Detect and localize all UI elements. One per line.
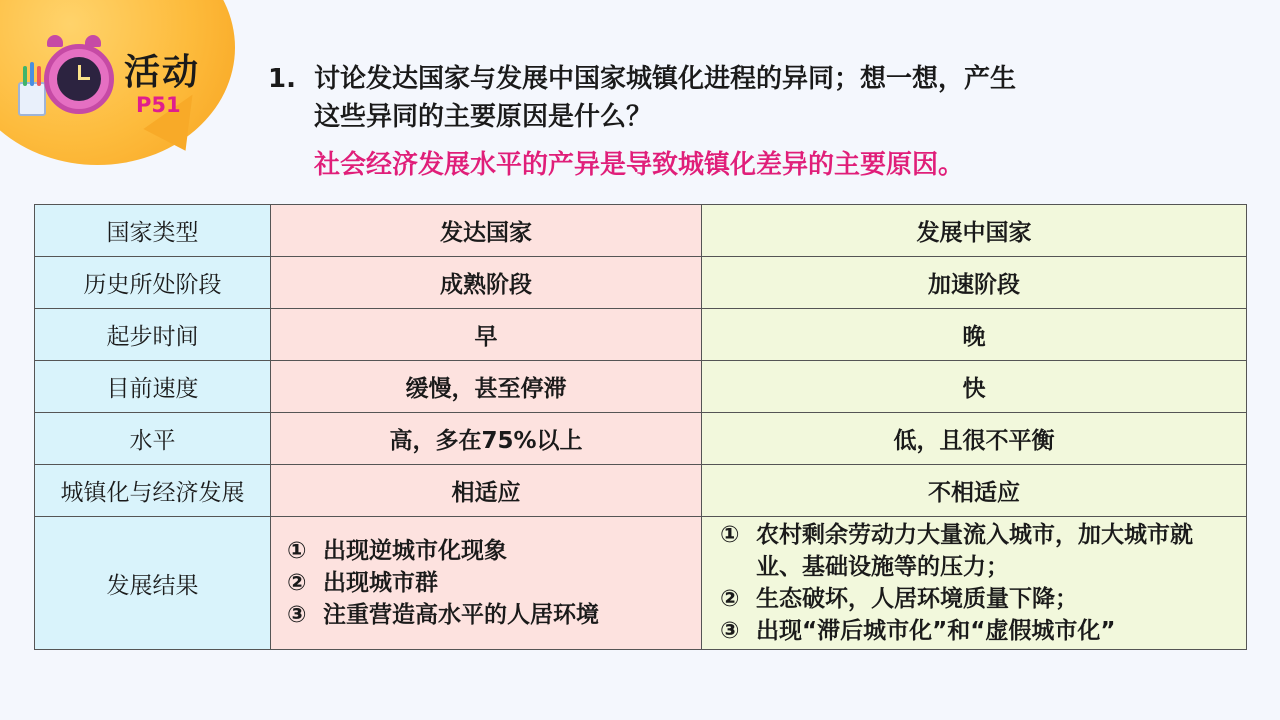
row-label-cell: 目前速度 — [35, 361, 271, 413]
list-item-text: 农村剩余劳动力大量流入城市，加大城市就业、基础设施等的压力； — [756, 522, 1193, 580]
list-item — [720, 519, 1238, 583]
list-item — [287, 599, 693, 631]
developed-cell: 缓慢，甚至停滞 — [271, 361, 702, 413]
list-marker: ① — [720, 522, 740, 548]
developing-cell: 晚 — [702, 309, 1247, 361]
row-label-cell: 国家类型 — [35, 205, 271, 257]
row-label-cell: 水平 — [35, 413, 271, 465]
list-marker: ③ — [287, 602, 307, 628]
list-item — [720, 583, 1238, 615]
list-item — [287, 535, 693, 567]
developing-cell: 快 — [702, 361, 1247, 413]
developed-cell: 成熟阶段 — [271, 257, 702, 309]
table-row — [35, 413, 1247, 465]
developing-cell: 低，且很不平衡 — [702, 413, 1247, 465]
developed-cell: 相适应 — [271, 465, 702, 517]
comparison-table — [34, 204, 1247, 650]
question-line-2: 这些异同的主要原因是什么？ — [314, 102, 653, 132]
list-item-text: 出现逆城市化现象 — [323, 538, 507, 564]
table-row — [35, 361, 1247, 413]
developing-cell: 不相适应 — [702, 465, 1247, 517]
list-marker: ① — [287, 538, 307, 564]
question-number: 1. — [268, 64, 296, 94]
list-item-text: 生态破坏，人居环境质量下降； — [756, 586, 1078, 612]
row-label-cell: 历史所处阶段 — [35, 257, 271, 309]
developed-cell: 早 — [271, 309, 702, 361]
row-label-cell: 起步时间 — [35, 309, 271, 361]
developed-cell: 发达国家 — [271, 205, 702, 257]
activity-title: 活动 — [124, 52, 201, 93]
question-line-1: 讨论发达国家与发展中国家城镇化进程的异同；想一想，产生 — [314, 64, 1017, 94]
developing-cell: 加速阶段 — [702, 257, 1247, 309]
developed-result-list-cell — [271, 517, 702, 650]
list-item — [287, 567, 693, 599]
list-item-text: 出现城市群 — [323, 570, 438, 596]
developing-result-list-cell — [702, 517, 1247, 650]
list-item-text: 注重营造高水平的人居环境 — [323, 602, 599, 628]
row-label-cell: 城镇化与经济发展 — [35, 465, 271, 517]
list-marker: ② — [287, 570, 307, 596]
activity-page-ref: P51 — [136, 93, 181, 117]
answer-text: 社会经济发展水平的产异是导致城镇化差异的主要原因。 — [314, 150, 965, 180]
list-marker: ③ — [720, 618, 740, 644]
table-row — [35, 205, 1247, 257]
developed-result-list — [279, 535, 693, 631]
table-row — [35, 309, 1247, 361]
list-item — [720, 615, 1238, 647]
table-row — [35, 465, 1247, 517]
pencil-cup-icon — [18, 82, 46, 116]
table-row-result — [35, 517, 1247, 650]
developing-result-list — [710, 519, 1238, 647]
list-item-text: 出现“滞后城市化”和“虚假城市化” — [756, 618, 1116, 644]
row-label-cell: 发展结果 — [35, 517, 271, 650]
list-marker: ② — [720, 586, 740, 612]
table-row — [35, 257, 1247, 309]
developing-cell: 发展中国家 — [702, 205, 1247, 257]
developed-cell: 高，多在75%以上 — [271, 413, 702, 465]
alarm-clock-icon — [44, 44, 114, 114]
question — [268, 60, 1228, 136]
